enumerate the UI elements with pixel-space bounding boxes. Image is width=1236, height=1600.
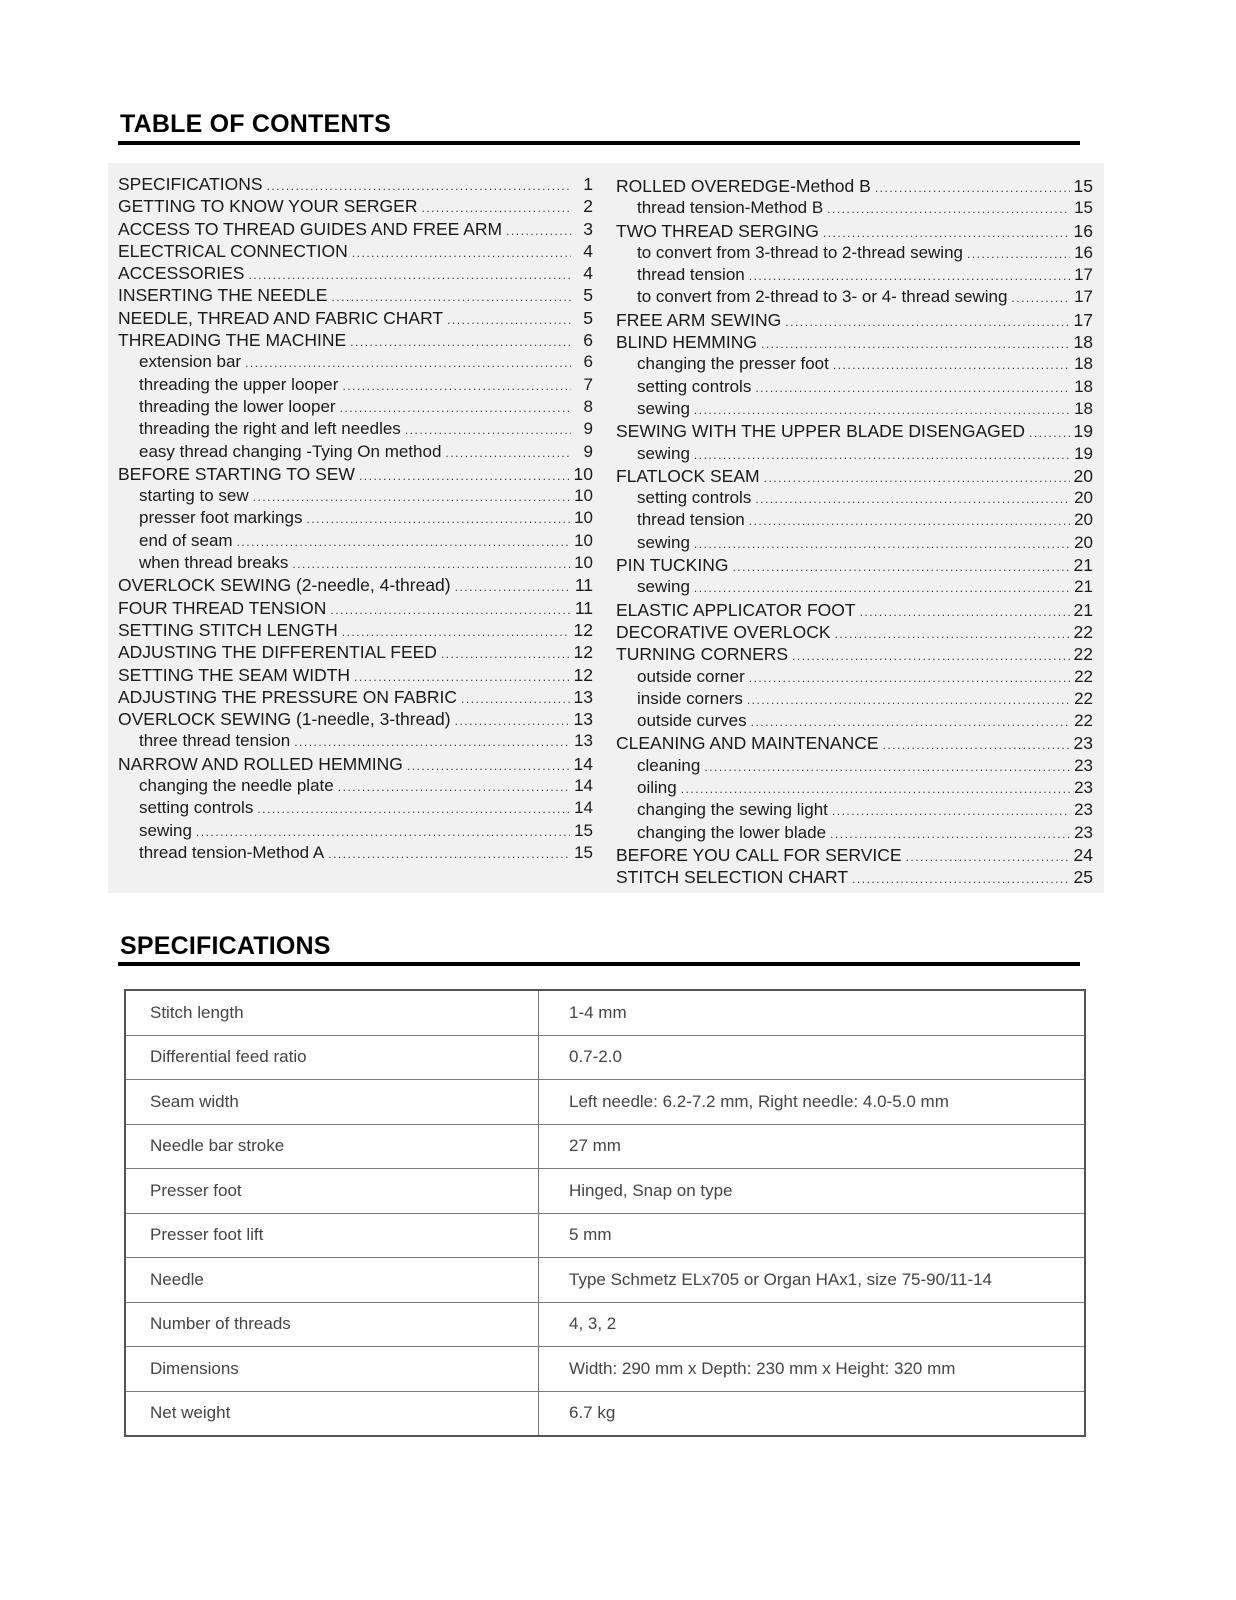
toc-subentry	[616, 444, 1093, 466]
toc-page-number: 15	[1074, 198, 1093, 218]
toc-entry-text: outside curves	[637, 711, 747, 731]
toc-page-number: 18	[1074, 376, 1093, 396]
toc-entry-text: BLIND HEMMING	[616, 332, 757, 353]
toc-entry-text: sewing	[637, 398, 690, 418]
toc-subentry	[118, 419, 593, 441]
spec-value: Hinged, Snap on type	[539, 1169, 1086, 1214]
toc-entry	[616, 867, 1093, 889]
toc-entry-text: NARROW AND ROLLED HEMMING	[118, 753, 403, 774]
toc-entry-text: OVERLOCK SEWING (2-needle, 4-thread)	[118, 575, 451, 596]
spec-value: 27 mm	[539, 1124, 1086, 1169]
toc-page-number: 22	[1074, 711, 1093, 731]
toc-entry-text: changing the lower blade	[637, 822, 827, 842]
toc-dot-leader	[883, 738, 1070, 752]
toc-entry-text: inside corners	[637, 688, 743, 708]
toc-dot-leader	[792, 649, 1069, 663]
toc-dot-leader	[852, 872, 1069, 886]
toc-entry	[616, 332, 1093, 354]
toc-entry-text: INSERTING THE NEEDLE	[118, 285, 328, 306]
toc-page-number: 18	[1073, 332, 1093, 353]
toc-subentry	[118, 352, 593, 374]
toc-dot-leader	[407, 759, 570, 773]
toc-entry-text: FLATLOCK SEAM	[616, 465, 760, 486]
toc-entry-text: SETTING STITCH LENGTH	[118, 619, 338, 640]
toc-entry	[616, 421, 1093, 443]
toc-dot-leader	[506, 224, 571, 238]
toc-subentry	[118, 531, 593, 553]
toc-page-number: 6	[583, 352, 593, 372]
toc-dot-leader	[747, 693, 1070, 707]
toc-subentry	[118, 821, 593, 843]
spec-label: Net weight	[125, 1391, 539, 1436]
toc-entry-text: threading the right and left needles	[139, 419, 401, 439]
toc-page-number: 17	[1074, 265, 1093, 285]
toc-title-rule	[118, 141, 1080, 145]
toc-page-number: 23	[1074, 800, 1093, 820]
spec-value: 4, 3, 2	[539, 1302, 1086, 1347]
toc-dot-leader	[352, 246, 571, 260]
spec-label: Seam width	[125, 1080, 539, 1125]
toc-entry-text: sewing	[139, 820, 192, 840]
toc-page-number: 18	[1074, 398, 1093, 418]
toc-page-number: 19	[1073, 421, 1093, 442]
toc-dot-leader	[749, 514, 1070, 528]
toc-subentry	[118, 486, 593, 508]
toc-page-number: 19	[1074, 443, 1093, 463]
spec-value: Type Schmetz ELx705 or Organ HAx1, size 75-90/11-14	[539, 1258, 1086, 1303]
toc-entry	[118, 687, 593, 709]
toc-dot-leader	[455, 580, 571, 594]
toc-subentry	[118, 553, 593, 575]
toc-subentry	[616, 533, 1093, 555]
toc-dot-leader	[421, 201, 571, 215]
toc-page-number: 15	[1073, 176, 1093, 196]
toc-dot-leader	[785, 315, 1069, 329]
toc-page-number: 20	[1073, 465, 1093, 486]
toc-dot-leader	[445, 446, 571, 460]
toc-entry-text: BEFORE YOU CALL FOR SERVICE	[616, 844, 902, 865]
toc-subentry	[616, 778, 1093, 800]
toc-entry	[118, 642, 593, 664]
toc-page-number: 23	[1074, 778, 1093, 798]
toc-entry-text: FREE ARM SEWING	[616, 309, 782, 330]
toc-entry-text: setting controls	[637, 488, 752, 508]
spec-row	[125, 1035, 1085, 1080]
toc-entry-text: ELECTRICAL CONNECTION	[118, 240, 348, 261]
toc-dot-leader	[749, 269, 1070, 283]
toc-subentry	[118, 843, 593, 865]
toc-subentry	[118, 508, 593, 530]
toc-subentry	[616, 510, 1093, 532]
toc-page-number: 17	[1073, 309, 1093, 330]
spec-label: Presser foot	[125, 1169, 539, 1214]
toc-entry-text: easy thread changing -Tying On method	[139, 441, 442, 461]
toc-dot-leader	[1029, 426, 1069, 440]
toc-page-number: 20	[1074, 510, 1093, 530]
toc-page-number: 16	[1073, 220, 1093, 241]
toc-subentry	[118, 798, 593, 820]
toc-dot-leader	[967, 247, 1070, 261]
toc-entry	[118, 598, 593, 620]
toc-page-number: 12	[573, 664, 593, 685]
toc-entry-text: NEEDLE, THREAD AND FABRIC CHART	[118, 307, 444, 328]
toc-entry-text: SPECIFICATIONS	[118, 174, 263, 194]
toc-page-number: 5	[583, 285, 593, 306]
toc-subentry	[616, 689, 1093, 711]
toc-dot-leader	[340, 401, 571, 415]
toc-entry-text: BEFORE STARTING TO SEW	[118, 463, 355, 484]
toc-entry-text: changing the sewing light	[637, 800, 828, 820]
toc-entry-text: extension bar	[139, 352, 242, 372]
spec-row	[125, 1302, 1085, 1347]
toc-entry-text: TURNING CORNERS	[616, 644, 789, 665]
toc-entry-text: oiling	[637, 778, 677, 798]
toc-entry	[616, 622, 1093, 644]
toc-page-number: 21	[1074, 577, 1093, 597]
toc-entry-text: ACCESSORIES	[118, 263, 245, 284]
spec-value: 1-4 mm	[539, 990, 1086, 1035]
toc-dot-leader	[755, 492, 1070, 506]
toc-page-number: 21	[1073, 599, 1093, 620]
toc-entry	[118, 665, 593, 687]
toc-dot-leader	[704, 760, 1070, 774]
spec-value: Width: 290 mm x Depth: 230 mm x Height: 320 mm	[539, 1347, 1086, 1392]
toc-title: TABLE OF CONTENTS	[120, 110, 391, 138]
toc-entry-text: sewing	[637, 443, 690, 463]
toc-page-number: 15	[574, 842, 593, 862]
toc-dot-leader	[257, 802, 570, 816]
toc-page-number: 20	[1074, 488, 1093, 508]
toc-entry-text: cleaning	[637, 755, 701, 775]
toc-dot-leader	[338, 780, 570, 794]
toc-entry-text: ACCESS TO THREAD GUIDES AND FREE ARM	[118, 218, 503, 239]
toc-subentry	[118, 731, 593, 753]
toc-entry-text: thread tension-Method B	[637, 198, 824, 218]
toc-entry	[616, 644, 1093, 666]
toc-entry	[616, 845, 1093, 867]
toc-subentry	[616, 711, 1093, 733]
toc-entry-text: starting to sew	[139, 486, 249, 506]
toc-page-number: 6	[583, 330, 593, 351]
specifications-table	[124, 989, 1086, 1437]
toc-dot-leader	[359, 469, 570, 483]
toc-subentry	[118, 375, 593, 397]
toc-page-number: 21	[1073, 555, 1093, 576]
spec-row	[125, 1347, 1085, 1392]
toc-subentry	[616, 377, 1093, 399]
toc-page-number: 3	[583, 218, 593, 239]
toc-page-number: 4	[583, 240, 593, 261]
toc-dot-leader	[832, 804, 1070, 818]
toc-entry-text: three thread tension	[139, 731, 291, 751]
toc-dot-leader	[875, 181, 1070, 195]
toc-dot-leader	[681, 782, 1070, 796]
spec-value: Left needle: 6.2-7.2 mm, Right needle: 4.0-5.0 mm	[539, 1080, 1086, 1125]
toc-entry-text: presser foot markings	[139, 508, 303, 528]
toc-entry	[118, 620, 593, 642]
toc-entry-text: ROLLED OVEREDGE-Method B	[616, 176, 871, 196]
toc-entry	[616, 221, 1093, 243]
toc-entry-text: sewing	[637, 532, 690, 552]
spec-row	[125, 1169, 1085, 1214]
toc-entry-text: OVERLOCK SEWING (1-needle, 3-thread)	[118, 709, 451, 730]
toc-subentry	[118, 397, 593, 419]
toc-dot-leader	[441, 647, 570, 661]
spec-row	[125, 1213, 1085, 1258]
toc-dot-leader	[245, 356, 571, 370]
toc-page-number: 14	[574, 776, 593, 796]
toc-dot-leader	[447, 313, 571, 327]
spec-label: Needle bar stroke	[125, 1124, 539, 1169]
spec-label: Needle	[125, 1258, 539, 1303]
toc-entry-text: FOUR THREAD TENSION	[118, 597, 327, 618]
toc-dot-leader	[331, 290, 571, 304]
toc-entry-text: when thread breaks	[139, 553, 289, 573]
toc-entry-text: PIN TUCKING	[616, 555, 729, 576]
toc-entry	[616, 310, 1093, 332]
toc-right-column	[616, 176, 1093, 890]
toc-page-number: 2	[583, 196, 593, 217]
spec-row	[125, 1391, 1085, 1436]
toc-entry	[118, 330, 593, 352]
specifications-title-rule	[118, 962, 1080, 966]
toc-dot-leader	[755, 381, 1070, 395]
toc-left-column	[118, 174, 593, 865]
toc-page-number: 10	[574, 508, 593, 528]
toc-dot-leader	[461, 692, 569, 706]
toc-entry	[118, 709, 593, 731]
toc-page-number: 10	[574, 530, 593, 550]
toc-page-number: 22	[1073, 644, 1093, 665]
toc-entry	[118, 754, 593, 776]
toc-dot-leader	[694, 581, 1070, 595]
spec-label: Presser foot lift	[125, 1213, 539, 1258]
toc-dot-leader	[764, 471, 1070, 485]
toc-subentry	[616, 354, 1093, 376]
toc-entry	[118, 308, 593, 330]
toc-entry	[616, 600, 1093, 622]
toc-page-number: 15	[574, 820, 593, 840]
toc-subentry	[616, 287, 1093, 309]
toc-dot-leader	[749, 671, 1070, 685]
toc-dot-leader	[342, 379, 571, 393]
toc-entry-text: DECORATIVE OVERLOCK	[616, 621, 831, 642]
toc-subentry	[616, 243, 1093, 265]
toc-entry	[118, 263, 593, 285]
toc-entry	[616, 733, 1093, 755]
toc-entry-text: THREADING THE MACHINE	[118, 330, 347, 351]
toc-subentry	[616, 667, 1093, 689]
toc-entry	[118, 219, 593, 241]
toc-entry-text: SEWING WITH THE UPPER BLADE DISENGAGED	[616, 421, 1026, 442]
toc-entry-text: sewing	[637, 577, 690, 597]
toc-dot-leader	[306, 512, 570, 526]
toc-entry	[118, 285, 593, 307]
toc-entry-text: setting controls	[637, 376, 752, 396]
toc-page-number: 17	[1074, 287, 1093, 307]
toc-page-number: 22	[1074, 666, 1093, 686]
spec-value: 0.7-2.0	[539, 1035, 1086, 1080]
toc-entry-text: STITCH SELECTION CHART	[616, 867, 849, 888]
toc-dot-leader	[860, 605, 1070, 619]
toc-dot-leader	[751, 715, 1070, 729]
toc-page-number: 10	[574, 553, 593, 573]
toc-subentry	[118, 776, 593, 798]
toc-entry-text: thread tension	[637, 510, 745, 530]
toc-entry-text: CLEANING AND MAINTENANCE	[616, 733, 879, 754]
spec-row	[125, 1080, 1085, 1125]
toc-entry	[118, 174, 593, 196]
toc-entry-text: ELASTIC APPLICATOR FOOT	[616, 599, 856, 620]
toc-entry-text: threading the lower looper	[139, 396, 336, 416]
toc-entry-text: changing the presser foot	[637, 354, 829, 374]
spec-row	[125, 1124, 1085, 1169]
toc-entry-text: GETTING TO KNOW YOUR SERGER	[118, 196, 418, 217]
toc-page-number: 4	[583, 263, 593, 284]
spec-label: Differential feed ratio	[125, 1035, 539, 1080]
toc-page-number: 11	[574, 597, 593, 618]
toc-dot-leader	[694, 448, 1070, 462]
toc-page-number: 22	[1074, 688, 1093, 708]
toc-page-number: 1	[583, 174, 593, 194]
toc-page-number: 12	[573, 619, 593, 640]
spec-row	[125, 990, 1085, 1035]
toc-page-number: 13	[573, 709, 593, 730]
toc-dot-leader	[1011, 291, 1070, 305]
toc-entry-text: end of seam	[139, 530, 233, 550]
toc-entry-text: changing the needle plate	[139, 776, 334, 796]
toc-dot-leader	[694, 403, 1070, 417]
toc-page-number: 10	[573, 463, 593, 484]
specifications-title: SPECIFICATIONS	[120, 932, 331, 960]
toc-page-number: 23	[1073, 733, 1093, 754]
toc-subentry	[616, 577, 1093, 599]
toc-dot-leader	[196, 825, 570, 839]
toc-page-number: 11	[574, 575, 593, 596]
toc-subentry	[616, 800, 1093, 822]
toc-dot-leader	[330, 603, 570, 617]
toc-dot-leader	[830, 827, 1070, 841]
toc-entry-text: ADJUSTING THE PRESSURE ON FABRIC	[118, 686, 458, 707]
toc-dot-leader	[827, 202, 1070, 216]
toc-entry-text: ADJUSTING THE DIFFERENTIAL FEED	[118, 642, 437, 663]
toc-page-number: 5	[583, 307, 593, 328]
toc-entry	[616, 555, 1093, 577]
toc-dot-leader	[328, 847, 570, 861]
toc-page-number: 9	[583, 419, 593, 439]
toc-dot-leader	[835, 627, 1070, 641]
toc-dot-leader	[292, 557, 570, 571]
toc-page-number: 13	[573, 686, 593, 707]
toc-entry-text: thread tension	[637, 265, 745, 285]
toc-subentry	[616, 823, 1093, 845]
toc-page-number: 12	[573, 642, 593, 663]
toc-dot-leader	[732, 560, 1069, 574]
toc-entry	[616, 466, 1093, 488]
toc-page-number: 14	[573, 753, 593, 774]
toc-dot-leader	[354, 670, 569, 684]
toc-page-number: 18	[1074, 354, 1093, 374]
toc-entry-text: to convert from 2-thread to 3- or 4- thread sewing	[637, 287, 1008, 307]
spec-label: Number of threads	[125, 1302, 539, 1347]
toc-entry-text: thread tension-Method A	[139, 842, 325, 862]
toc-dot-leader	[350, 335, 571, 349]
toc-entry-text: setting controls	[139, 798, 254, 818]
spec-label: Stitch length	[125, 990, 539, 1035]
toc-entry-text: threading the upper looper	[139, 374, 339, 394]
toc-entry-text: TWO THREAD SERGING	[616, 220, 819, 241]
toc-dot-leader	[248, 268, 571, 282]
toc-page-number: 14	[574, 798, 593, 818]
toc-dot-leader	[405, 423, 571, 437]
toc-entry-text: SETTING THE SEAM WIDTH	[118, 664, 351, 685]
toc-entry-text: to convert from 3-thread to 2-thread sewing	[637, 242, 963, 262]
toc-dot-leader	[237, 535, 571, 549]
spec-value: 6.7 kg	[539, 1391, 1086, 1436]
toc-dot-leader	[694, 537, 1070, 551]
toc-dot-leader	[823, 226, 1070, 240]
toc-page-number: 16	[1074, 242, 1093, 262]
table-of-contents	[108, 163, 1104, 893]
toc-dot-leader	[833, 358, 1070, 372]
toc-entry	[118, 464, 593, 486]
toc-entry	[118, 196, 593, 218]
toc-subentry	[616, 488, 1093, 510]
toc-dot-leader	[342, 625, 570, 639]
toc-dot-leader	[455, 714, 570, 728]
toc-subentry	[616, 265, 1093, 287]
toc-dot-leader	[294, 735, 570, 749]
toc-page-number: 23	[1074, 822, 1093, 842]
toc-entry	[118, 575, 593, 597]
toc-dot-leader	[253, 490, 570, 504]
toc-dot-leader	[906, 850, 1070, 864]
toc-entry	[118, 241, 593, 263]
toc-page-number: 25	[1073, 867, 1093, 888]
spec-label: Dimensions	[125, 1347, 539, 1392]
toc-page-number: 24	[1073, 844, 1093, 865]
toc-page-number: 9	[583, 441, 593, 461]
toc-page-number: 20	[1074, 532, 1093, 552]
toc-page-number: 13	[574, 731, 593, 751]
spec-value: 5 mm	[539, 1213, 1086, 1258]
toc-subentry	[616, 756, 1093, 778]
toc-subentry	[118, 442, 593, 464]
toc-dot-leader	[761, 337, 1070, 351]
toc-page-number: 23	[1074, 755, 1093, 775]
toc-page-number: 10	[574, 486, 593, 506]
toc-dot-leader	[267, 179, 571, 193]
spec-row	[125, 1258, 1085, 1303]
toc-entry	[616, 176, 1093, 198]
toc-subentry	[616, 198, 1093, 220]
toc-page-number: 8	[583, 396, 593, 416]
toc-subentry	[616, 399, 1093, 421]
toc-entry-text: outside corner	[637, 666, 745, 686]
toc-page-number: 7	[583, 374, 593, 394]
toc-page-number: 22	[1073, 621, 1093, 642]
